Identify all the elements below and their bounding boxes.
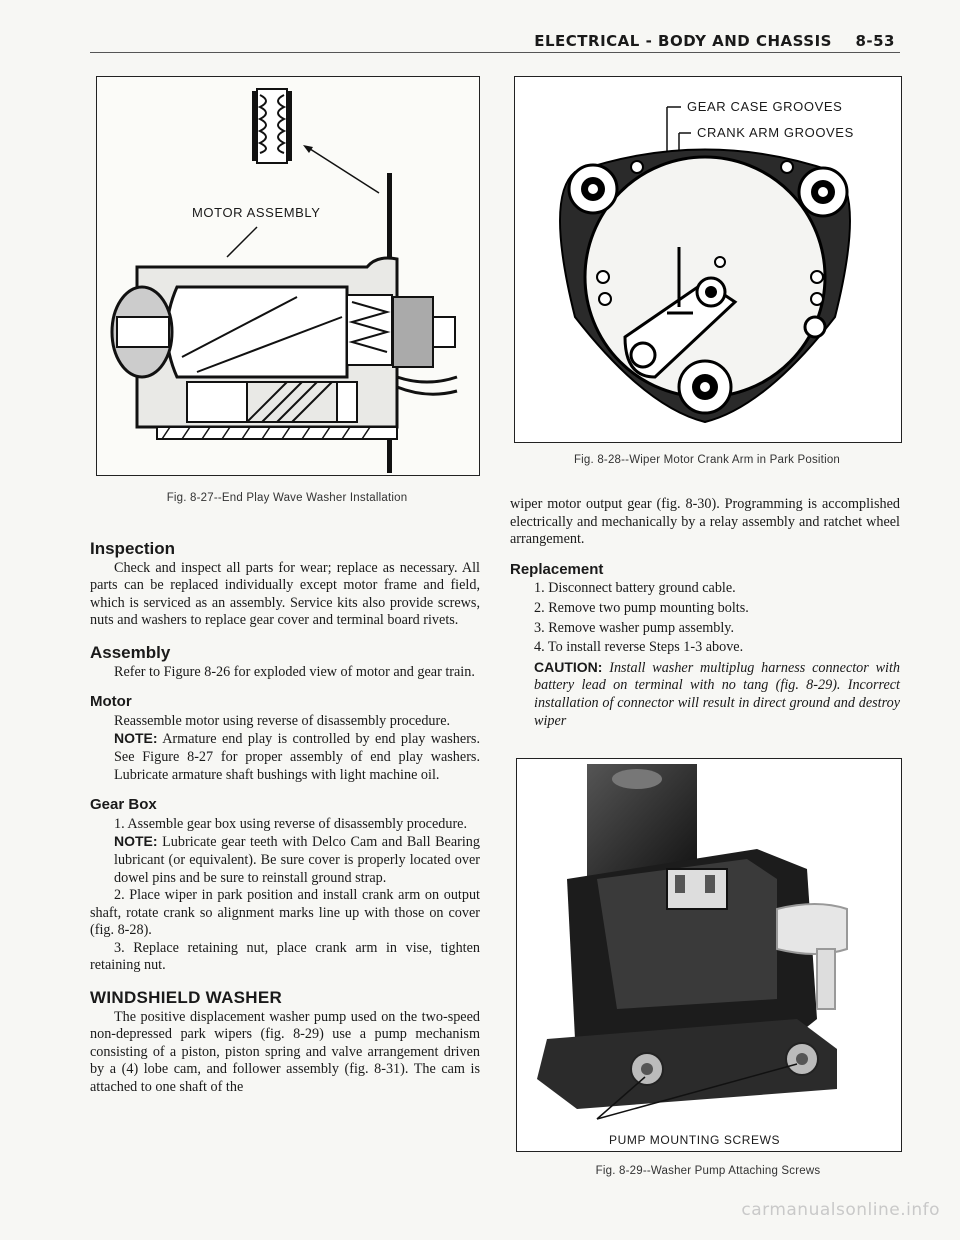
page-header bbox=[510, 32, 895, 50]
figure-8-27 bbox=[96, 76, 480, 476]
figure-8-27-caption: Fig. 8-27--End Play Wave Washer Installation bbox=[166, 492, 408, 504]
gearbox-step-2: 2. Place wiper in park position and install crank arm on output shaft, rotate crank so alignment marks line up with those on cover (fig. 8-28). bbox=[90, 887, 480, 939]
header-title: ELECTRICAL - BODY AND CHASSIS bbox=[534, 32, 832, 50]
motor-note bbox=[90, 730, 480, 784]
mounting-boss-icon bbox=[679, 361, 731, 413]
caution-text: Install washer multiplug harness connector with battery lead on terminal with no tang (fig. 8-29). Incorrect installation of connector will result in direct ground and destroy wiper bbox=[534, 659, 901, 729]
crank-arm-grooves-label: CRANK ARM GROOVES bbox=[697, 125, 854, 140]
replacement-step: 2. Remove two pump mounting bolts. bbox=[534, 599, 749, 616]
assembly-text: Refer to Figure 8-26 for exploded view of motor and gear train. bbox=[114, 663, 475, 680]
gearbox-note bbox=[90, 833, 480, 887]
commutator-icon bbox=[347, 295, 392, 365]
windshield-washer-text: The positive displacement washer pump used on the two-speed non-depressed park wipers (fig. 8-29) use a pump mechanism consisting of a piston, piston spring and valve arrangement driven by a (4) lobe cam, and follower assembly (fig. 8-31). The cam is attached to one shaft of the bbox=[90, 1008, 480, 1096]
mounting-boss-icon bbox=[569, 165, 617, 213]
motor-assembly-label: MOTOR ASSEMBLY bbox=[192, 205, 321, 220]
gearbox-step-1: 1. Assemble gear box using reverse of disassembly procedure. bbox=[114, 815, 468, 832]
motor-note-lead: NOTE: bbox=[114, 730, 158, 747]
inspection-text: Check and inspect all parts for wear; replace as necessary. All parts can be replaced individually except motor frame and field, which is serviced as an assembly. Service kits also provide screws, nuts and washers to replace gear cover and terminal board rivets. bbox=[90, 559, 480, 629]
continued-text: wiper motor output gear (fig. 8-30). Programming is accomplished electrically and mechanically by a relay assembly and ratchet wheel arrangement. bbox=[510, 496, 900, 548]
pump-mounting-screws-label: PUMP MOUNTING SCREWS bbox=[609, 1133, 781, 1147]
inspection-heading: Inspection bbox=[90, 539, 176, 558]
gearbox-heading: Gear Box bbox=[90, 796, 157, 814]
header-rule bbox=[90, 52, 900, 53]
motor-note-text: Armature end play is controlled by end play washers. See Figure 8-27 for proper assembly of end play washers. Lubricate armature shaft bushings with light machine oil. bbox=[114, 731, 480, 783]
mounting-screw-icon bbox=[631, 1053, 663, 1085]
replacement-step: 3. Remove washer pump assembly. bbox=[534, 619, 735, 636]
motor-text: Reassemble motor using reverse of disassembly procedure. bbox=[114, 712, 451, 729]
mounting-boss-icon bbox=[799, 168, 847, 216]
crank-arm-illustration bbox=[515, 77, 901, 442]
mounting-screw-icon bbox=[786, 1043, 818, 1075]
left-column bbox=[90, 522, 480, 1097]
assembly-heading: Assembly bbox=[90, 642, 171, 662]
right-column bbox=[510, 496, 900, 730]
figure-8-29-caption: Fig. 8-29--Washer Pump Attaching Screws bbox=[595, 1165, 821, 1177]
replacement-heading: Replacement bbox=[510, 560, 604, 578]
replacement-step: 1. Disconnect battery ground cable. bbox=[534, 580, 736, 597]
gearbox-note-text: Lubricate gear teeth with Delco Cam and Ball Bearing lubricant (or equivalent). Be sure cover is properly located over dowel pins and be sure to reinstall ground strap. bbox=[114, 834, 480, 886]
gearbox-step-3: 3. Replace retaining nut, place crank arm in vise, tighten retaining nut. bbox=[90, 939, 480, 974]
figure-8-29 bbox=[516, 758, 902, 1152]
page-number: 8-53 bbox=[855, 32, 895, 50]
gear-case-grooves-label: GEAR CASE GROOVES bbox=[687, 99, 843, 114]
figure-8-28-caption: Fig. 8-28--Wiper Motor Crank Arm in Park Position bbox=[573, 454, 841, 466]
windshield-washer-heading: WINDSHIELD WASHER bbox=[90, 988, 283, 1008]
watermark: carmanualsonline.info bbox=[741, 1200, 940, 1220]
figure-8-28 bbox=[514, 76, 902, 443]
gearbox-note-lead: NOTE: bbox=[114, 833, 158, 850]
motor-assembly-illustration bbox=[97, 77, 479, 475]
motor-heading: Motor bbox=[90, 693, 132, 711]
washer-pump-photo bbox=[517, 759, 901, 1151]
caution-lead: CAUTION: bbox=[534, 658, 603, 675]
caution-note bbox=[510, 659, 900, 730]
replacement-step: 4. To install reverse Steps 1-3 above. bbox=[534, 639, 744, 656]
end-play-washer-icon bbox=[252, 89, 292, 163]
